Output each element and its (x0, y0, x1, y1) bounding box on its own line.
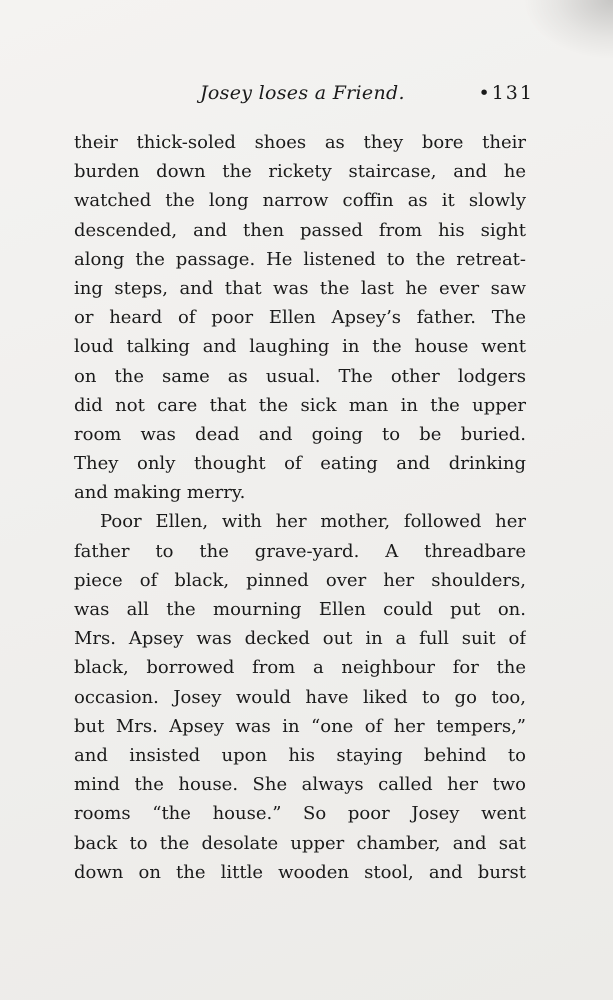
paragraph-start-line: Poor Ellen, with her mother, followed her (100, 511, 526, 533)
text-line: room was dead and going to be buried. (74, 423, 526, 445)
text-line: was all the mourning Ellen could put on. (74, 599, 526, 620)
text-line: occasion. Josey would have liked to go too, (74, 686, 526, 708)
text-line: their thick-soled shoes as they bore their (74, 132, 526, 153)
text-line: and insisted upon his staying behind to (74, 744, 526, 766)
running-title: Josey loses a Friend. (200, 82, 405, 104)
running-head (74, 82, 534, 112)
page-number: •131 (478, 82, 534, 104)
text-line: rooms “the house.” So poor Josey went (74, 803, 526, 825)
text-line: did not care that the sick man in the upper (74, 394, 526, 416)
body-text (74, 128, 526, 887)
text-line: black, borrowed from a neighbour for the (74, 657, 526, 679)
text-line: loud talking and laughing in the house went (74, 336, 526, 358)
text-line: but Mrs. Apsey was in “one of her tempers,” (74, 715, 526, 737)
text-line: ing steps, and that was the last he ever saw (74, 277, 526, 299)
text-line: on the same as usual. The other lodgers (74, 365, 526, 387)
text-line: burden down the rickety staircase, and he (74, 161, 526, 183)
text-line: along the passage. He listened to the retreat- (74, 248, 526, 270)
text-line: They only thought of eating and drinking (74, 453, 526, 475)
text-line: down on the little wooden stool, and burst (74, 861, 526, 883)
text-line: or heard of poor Ellen Apsey’s father. The (74, 307, 526, 329)
text-line: back to the desolate upper chamber, and sat (74, 832, 526, 854)
page-corner-shadow (523, 0, 613, 60)
text-line: piece of black, pinned over her shoulders, (74, 569, 526, 591)
text-line: father to the grave-yard. A threadbare (74, 540, 526, 562)
text-line: mind the house. She always called her two (74, 774, 526, 796)
text-line: descended, and then passed from his sight (74, 219, 526, 241)
text-line: Mrs. Apsey was decked out in a full suit of (74, 628, 526, 650)
text-line: watched the long narrow coffin as it slowly (74, 190, 526, 212)
paragraph-end-line: and making merry. (74, 482, 246, 504)
